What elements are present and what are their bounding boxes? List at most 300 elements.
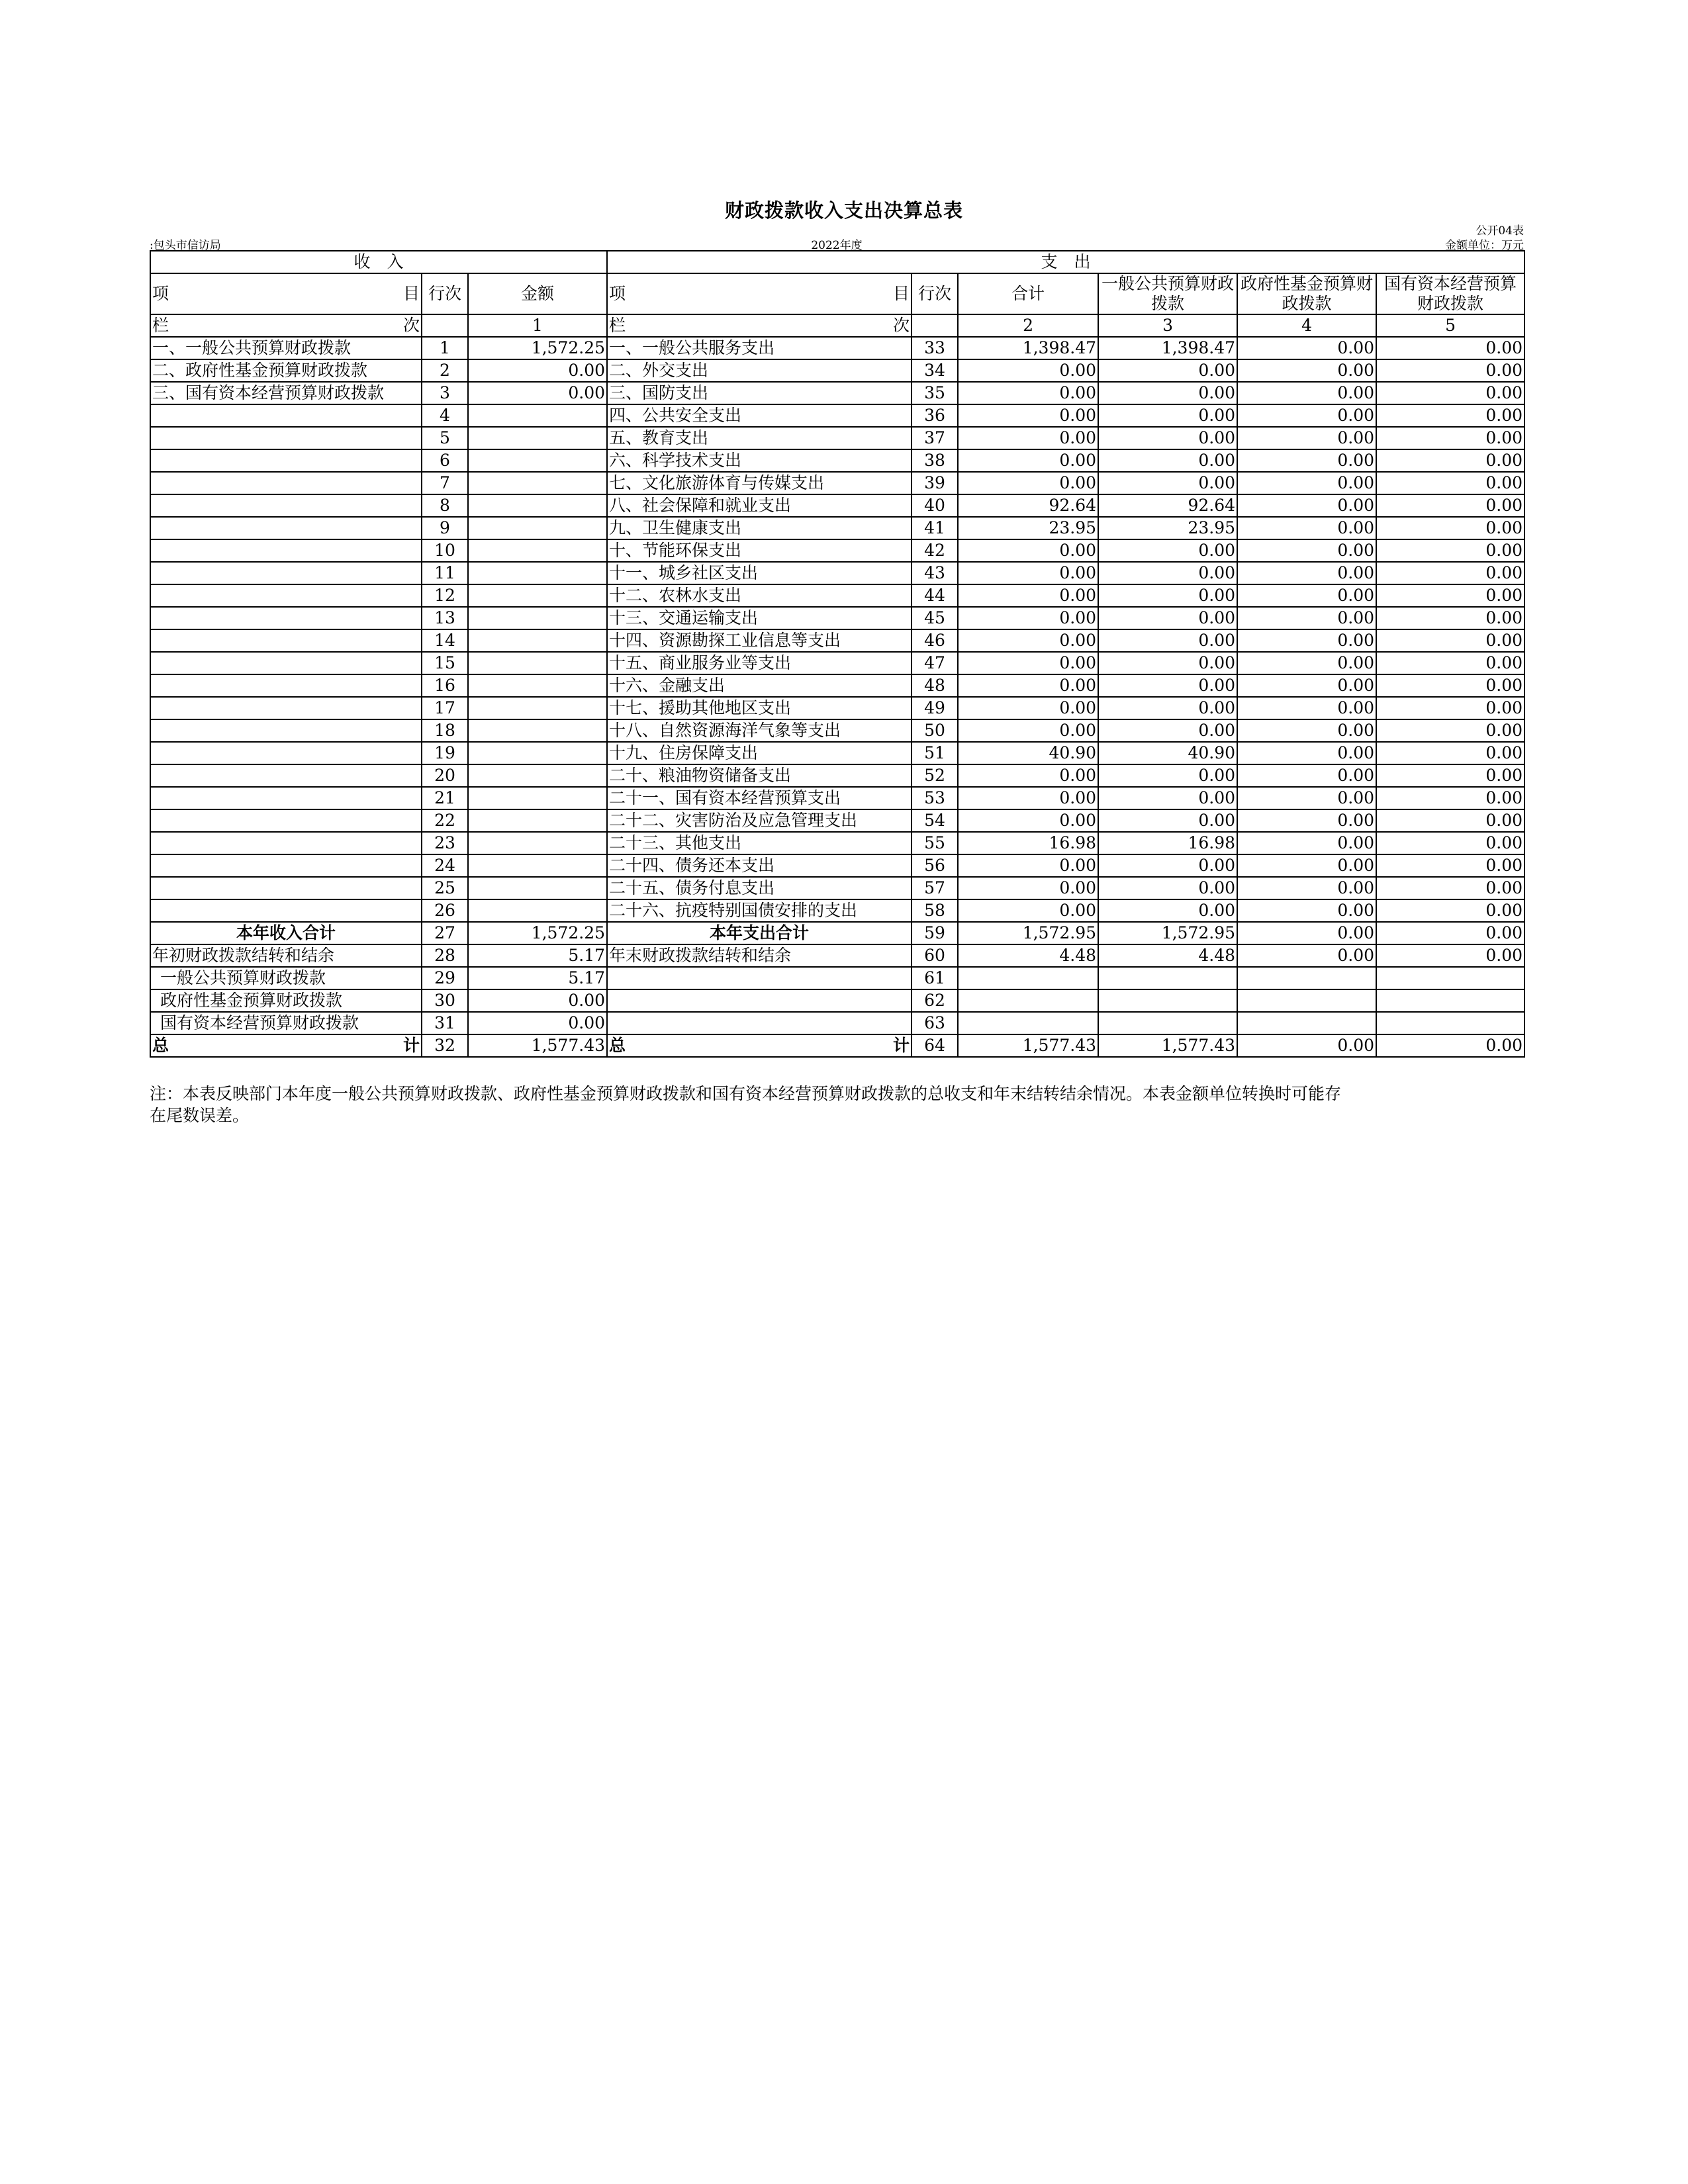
- income-row-no: 19: [422, 742, 468, 764]
- column-index-row: [150, 314, 1524, 337]
- table-row: [150, 899, 1524, 922]
- income-amount: 5.17: [468, 944, 607, 967]
- column-index-2: 2: [958, 314, 1098, 337]
- income-amount: [468, 787, 607, 809]
- expense-gov-fund: 0.00: [1237, 922, 1376, 944]
- table-row: [150, 404, 1524, 427]
- table-row: [150, 359, 1524, 382]
- table-row: [150, 607, 1524, 629]
- expense-state-capital: 0.00: [1376, 517, 1524, 539]
- expense-item-name: 十六、金融支出: [607, 674, 912, 697]
- expense-total: 0.00: [958, 697, 1098, 719]
- expense-item-name: 二十三、其他支出: [607, 832, 912, 854]
- income-item-name: 一般公共预算财政拨款: [150, 967, 422, 989]
- expense-general-budget: 0.00: [1098, 719, 1237, 742]
- income-amount: [468, 584, 607, 607]
- column-index-label-income: 栏 次: [150, 314, 422, 337]
- table-row: [150, 877, 1524, 899]
- expense-general-budget: 0.00: [1098, 607, 1237, 629]
- income-amount: 0.00: [468, 382, 607, 404]
- expense-state-capital: 0.00: [1376, 944, 1524, 967]
- expense-grand-total-label: 总 计: [607, 1034, 912, 1057]
- expense-general-budget: 23.95: [1098, 517, 1237, 539]
- expense-total: 0.00: [958, 382, 1098, 404]
- income-amount: [468, 607, 607, 629]
- expense-total: 4.48: [958, 944, 1098, 967]
- income-amount: [468, 494, 607, 517]
- expense-general-budget: [1098, 1012, 1237, 1034]
- expense-state-capital: 0.00: [1376, 652, 1524, 674]
- expense-total: 0.00: [958, 584, 1098, 607]
- total-header: 合计: [958, 273, 1098, 314]
- expense-gov-fund: 0.00: [1237, 787, 1376, 809]
- expense-state-capital: [1376, 967, 1524, 989]
- expense-row-no-header: 行次: [912, 273, 958, 314]
- expense-general-budget: 0.00: [1098, 674, 1237, 697]
- expense-item-name: 十三、交通运输支出: [607, 607, 912, 629]
- expense-row-no: 36: [912, 404, 958, 427]
- expense-item-name: [607, 1012, 912, 1034]
- income-amount: 5.17: [468, 967, 607, 989]
- expense-total: 0.00: [958, 359, 1098, 382]
- column-index-label-expense: 栏 次: [607, 314, 912, 337]
- expense-general-budget: 1,398.47: [1098, 337, 1237, 359]
- expense-gov-fund: 0.00: [1237, 562, 1376, 584]
- expense-general-budget: 0.00: [1098, 809, 1237, 832]
- expense-total: 0.00: [958, 607, 1098, 629]
- income-item-name: 年初财政拨款结转和结余: [150, 944, 422, 967]
- income-item-name: [150, 764, 422, 787]
- income-amount: [468, 742, 607, 764]
- expense-gov-fund: [1237, 1012, 1376, 1034]
- expense-item-name: 十五、商业服务业等支出: [607, 652, 912, 674]
- expense-item-name: 十二、农林水支出: [607, 584, 912, 607]
- expense-state-capital: 0.00: [1376, 359, 1524, 382]
- income-row-no: 2: [422, 359, 468, 382]
- income-item-name: [150, 877, 422, 899]
- expense-general-budget: 0.00: [1098, 427, 1237, 449]
- carryover-row: [150, 1012, 1524, 1034]
- expense-gov-fund: 0.00: [1237, 472, 1376, 494]
- expense-gov-fund: 0.00: [1237, 607, 1376, 629]
- income-amount: [468, 472, 607, 494]
- expense-item-name: 七、文化旅游体育与传媒支出: [607, 472, 912, 494]
- income-amount: [468, 517, 607, 539]
- expense-row-no: 64: [912, 1034, 958, 1057]
- table-row: [150, 719, 1524, 742]
- income-row-no: 27: [422, 922, 468, 944]
- expense-row-no: 59: [912, 922, 958, 944]
- expense-item-name: 十七、援助其他地区支出: [607, 697, 912, 719]
- income-row-no: 21: [422, 787, 468, 809]
- expense-item-name: 二、外交支出: [607, 359, 912, 382]
- income-row-no: 23: [422, 832, 468, 854]
- carryover-row: [150, 989, 1524, 1012]
- expense-item-name: 九、卫生健康支出: [607, 517, 912, 539]
- income-row-no: 8: [422, 494, 468, 517]
- income-amount: [468, 674, 607, 697]
- expense-total: 0.00: [958, 652, 1098, 674]
- expense-gov-fund: 0.00: [1237, 449, 1376, 472]
- expense-total: 0.00: [958, 449, 1098, 472]
- income-item-name: [150, 719, 422, 742]
- income-amount: 1,572.25: [468, 922, 607, 944]
- expense-header: 支 出: [607, 251, 1524, 273]
- income-row-no: 4: [422, 404, 468, 427]
- income-row-no: 28: [422, 944, 468, 967]
- income-amount: 0.00: [468, 1012, 607, 1034]
- income-item-name: 一、一般公共预算财政拨款: [150, 337, 422, 359]
- expense-gov-fund: 0.00: [1237, 944, 1376, 967]
- expense-state-capital: [1376, 989, 1524, 1012]
- income-item-name: [150, 809, 422, 832]
- header-row-columns: [150, 273, 1524, 314]
- expense-item-name: [607, 989, 912, 1012]
- income-item-name: [150, 404, 422, 427]
- income-amount: [468, 427, 607, 449]
- income-item-name: [150, 854, 422, 877]
- income-row-no: 16: [422, 674, 468, 697]
- gov-fund-header: 政府性基金预算财政拨款: [1237, 273, 1376, 314]
- expense-total: 0.00: [958, 877, 1098, 899]
- column-index-empty: [422, 314, 468, 337]
- expense-item-name: 十四、资源勘探工业信息等支出: [607, 629, 912, 652]
- table-row: [150, 832, 1524, 854]
- expense-item-header: 项 目: [607, 273, 912, 314]
- income-item-header: 项 目: [150, 273, 422, 314]
- income-amount: [468, 854, 607, 877]
- expense-row-no: 45: [912, 607, 958, 629]
- income-grand-total-label: 总 计: [150, 1034, 422, 1057]
- subtotal-row: [150, 922, 1524, 944]
- income-row-no: 11: [422, 562, 468, 584]
- income-item-name: [150, 674, 422, 697]
- expense-gov-fund: 0.00: [1237, 899, 1376, 922]
- expense-row-no: 35: [912, 382, 958, 404]
- income-item-name: [150, 562, 422, 584]
- income-item-name: [150, 787, 422, 809]
- column-index-1: 1: [468, 314, 607, 337]
- expense-item-name: 二十六、抗疫特别国债安排的支出: [607, 899, 912, 922]
- expense-general-budget: [1098, 989, 1237, 1012]
- expense-general-budget: 40.90: [1098, 742, 1237, 764]
- income-item-name: 二、政府性基金预算财政拨款: [150, 359, 422, 382]
- expense-gov-fund: 0.00: [1237, 404, 1376, 427]
- expense-state-capital: 0.00: [1376, 562, 1524, 584]
- expense-state-capital: 0.00: [1376, 674, 1524, 697]
- income-row-no: 15: [422, 652, 468, 674]
- table-row: [150, 494, 1524, 517]
- expense-gov-fund: 0.00: [1237, 877, 1376, 899]
- expense-item-name: [607, 967, 912, 989]
- income-amount: [468, 764, 607, 787]
- expense-total: 92.64: [958, 494, 1098, 517]
- expense-item-name: 十八、自然资源海洋气象等支出: [607, 719, 912, 742]
- expense-state-capital: 0.00: [1376, 539, 1524, 562]
- expense-row-no: 51: [912, 742, 958, 764]
- expense-gov-fund: 0.00: [1237, 764, 1376, 787]
- income-item-name: 国有资本经营预算财政拨款: [150, 1012, 422, 1034]
- income-amount: [468, 719, 607, 742]
- expense-item-name: 二十二、灾害防治及应急管理支出: [607, 809, 912, 832]
- expense-general-budget: 0.00: [1098, 697, 1237, 719]
- expense-total: 0.00: [958, 719, 1098, 742]
- income-item-name: [150, 742, 422, 764]
- expense-total: 1,398.47: [958, 337, 1098, 359]
- expense-row-no: 38: [912, 449, 958, 472]
- expense-general-budget: 0.00: [1098, 562, 1237, 584]
- expense-total: 0.00: [958, 539, 1098, 562]
- expense-general-budget: 0.00: [1098, 449, 1237, 472]
- expense-item-name: 二十五、债务付息支出: [607, 877, 912, 899]
- expense-row-no: 48: [912, 674, 958, 697]
- income-amount: [468, 652, 607, 674]
- expense-total: 0.00: [958, 562, 1098, 584]
- expense-item-name: 本年支出合计: [607, 922, 912, 944]
- table-row: [150, 382, 1524, 404]
- expense-general-budget: 0.00: [1098, 359, 1237, 382]
- amount-unit: 金额单位：万元: [1445, 239, 1524, 252]
- expense-total: 1,572.95: [958, 922, 1098, 944]
- expense-row-no: 61: [912, 967, 958, 989]
- income-row-no: 5: [422, 427, 468, 449]
- expense-gov-fund: 0.00: [1237, 584, 1376, 607]
- expense-general-budget: 1,572.95: [1098, 922, 1237, 944]
- income-item-name: 三、国有资本经营预算财政拨款: [150, 382, 422, 404]
- expense-state-capital: 0.00: [1376, 629, 1524, 652]
- expense-total: 0.00: [958, 674, 1098, 697]
- expense-total: 0.00: [958, 809, 1098, 832]
- income-row-no: 29: [422, 967, 468, 989]
- footnote-line-1: 注：本表反映部门本年度一般公共预算财政拨款、政府性基金预算财政拨款和国有资本经营预算财政拨款的总收支和年末结转结余情况。本表金额单位转换时可能存: [150, 1084, 1342, 1103]
- income-amount: [468, 899, 607, 922]
- income-row-no-header: 行次: [422, 273, 468, 314]
- expense-gov-fund: 0.00: [1237, 1034, 1376, 1057]
- expense-row-no: 54: [912, 809, 958, 832]
- income-amount: 1,572.25: [468, 337, 607, 359]
- expense-gov-fund: 0.00: [1237, 854, 1376, 877]
- income-amount: [468, 629, 607, 652]
- income-amount: [468, 449, 607, 472]
- expense-general-budget: 0.00: [1098, 652, 1237, 674]
- expense-gov-fund: 0.00: [1237, 382, 1376, 404]
- expense-state-capital: 0.00: [1376, 719, 1524, 742]
- expense-row-no: 50: [912, 719, 958, 742]
- income-item-name: [150, 607, 422, 629]
- expense-general-budget: [1098, 967, 1237, 989]
- fiscal-appropriation-table: [150, 250, 1525, 1058]
- expense-gov-fund: 0.00: [1237, 494, 1376, 517]
- expense-state-capital: 0.00: [1376, 584, 1524, 607]
- income-item-name: [150, 697, 422, 719]
- income-item-name: 本年收入合计: [150, 922, 422, 944]
- income-row-no: 1: [422, 337, 468, 359]
- table-row: [150, 629, 1524, 652]
- income-item-name: [150, 899, 422, 922]
- income-header: 收 入: [150, 251, 607, 273]
- expense-state-capital: 0.00: [1376, 337, 1524, 359]
- expense-item-name: 六、科学技术支出: [607, 449, 912, 472]
- income-item-name: [150, 539, 422, 562]
- income-row-no: 17: [422, 697, 468, 719]
- expense-gov-fund: 0.00: [1237, 359, 1376, 382]
- expense-general-budget: 0.00: [1098, 787, 1237, 809]
- expense-row-no: 42: [912, 539, 958, 562]
- income-row-no: 20: [422, 764, 468, 787]
- income-amount: [468, 404, 607, 427]
- expense-item-name: 四、公共安全支出: [607, 404, 912, 427]
- expense-total: 0.00: [958, 899, 1098, 922]
- expense-total: 0.00: [958, 854, 1098, 877]
- expense-gov-fund: 0.00: [1237, 629, 1376, 652]
- table-row: [150, 674, 1524, 697]
- expense-gov-fund: [1237, 989, 1376, 1012]
- expense-gov-fund: 0.00: [1237, 832, 1376, 854]
- income-item-name: [150, 427, 422, 449]
- income-row-no: 32: [422, 1034, 468, 1057]
- expense-state-capital: 0.00: [1376, 899, 1524, 922]
- table-row: [150, 427, 1524, 449]
- expense-state-capital: [1376, 1012, 1524, 1034]
- carryover-row: [150, 944, 1524, 967]
- expense-state-capital: 0.00: [1376, 809, 1524, 832]
- expense-gov-fund: [1237, 967, 1376, 989]
- organization-name: :包头市信访局: [150, 239, 221, 252]
- expense-general-budget: 0.00: [1098, 584, 1237, 607]
- table-row: [150, 854, 1524, 877]
- table-row: [150, 472, 1524, 494]
- expense-state-capital: 0.00: [1376, 832, 1524, 854]
- expense-row-no: 33: [912, 337, 958, 359]
- income-amount-header: 金额: [468, 273, 607, 314]
- table-row: [150, 742, 1524, 764]
- expense-total: 16.98: [958, 832, 1098, 854]
- expense-total: 0.00: [958, 629, 1098, 652]
- expense-row-no: 52: [912, 764, 958, 787]
- expense-state-capital: 0.00: [1376, 787, 1524, 809]
- income-row-no: 6: [422, 449, 468, 472]
- income-row-no: 24: [422, 854, 468, 877]
- expense-state-capital: 0.00: [1376, 1034, 1524, 1057]
- footnote: [150, 1083, 1474, 1126]
- expense-item-name: 一、一般公共服务支出: [607, 337, 912, 359]
- expense-state-capital: 0.00: [1376, 742, 1524, 764]
- expense-total: [958, 989, 1098, 1012]
- income-item-name: [150, 832, 422, 854]
- expense-item-name: 十、节能环保支出: [607, 539, 912, 562]
- expense-state-capital: 0.00: [1376, 877, 1524, 899]
- income-item-name: [150, 494, 422, 517]
- column-index-5: 5: [1376, 314, 1524, 337]
- income-amount: [468, 809, 607, 832]
- table-row: [150, 652, 1524, 674]
- expense-general-budget: 4.48: [1098, 944, 1237, 967]
- expense-total: 40.90: [958, 742, 1098, 764]
- expense-item-name: 二十、粮油物资储备支出: [607, 764, 912, 787]
- expense-total: 0.00: [958, 472, 1098, 494]
- expense-row-no: 60: [912, 944, 958, 967]
- table-row: [150, 809, 1524, 832]
- expense-row-no: 63: [912, 1012, 958, 1034]
- expense-total: 0.00: [958, 404, 1098, 427]
- table-row: [150, 764, 1524, 787]
- income-item-name: 政府性基金预算财政拨款: [150, 989, 422, 1012]
- expense-state-capital: 0.00: [1376, 427, 1524, 449]
- expense-state-capital: 0.00: [1376, 922, 1524, 944]
- expense-row-no: 62: [912, 989, 958, 1012]
- expense-item-name: 年末财政拨款结转和结余: [607, 944, 912, 967]
- expense-total: [958, 1012, 1098, 1034]
- expense-total: 0.00: [958, 427, 1098, 449]
- column-index-4: 4: [1237, 314, 1376, 337]
- expense-state-capital: 0.00: [1376, 404, 1524, 427]
- income-amount: 0.00: [468, 989, 607, 1012]
- expense-general-budget: 0.00: [1098, 629, 1237, 652]
- expense-state-capital: 0.00: [1376, 764, 1524, 787]
- expense-total: 23.95: [958, 517, 1098, 539]
- expense-row-no: 47: [912, 652, 958, 674]
- expense-gov-fund: 0.00: [1237, 742, 1376, 764]
- income-row-no: 22: [422, 809, 468, 832]
- table-row: [150, 787, 1524, 809]
- income-row-no: 10: [422, 539, 468, 562]
- expense-item-name: 十一、城乡社区支出: [607, 562, 912, 584]
- expense-general-budget: 0.00: [1098, 877, 1237, 899]
- expense-gov-fund: 0.00: [1237, 697, 1376, 719]
- expense-general-budget: 0.00: [1098, 472, 1237, 494]
- table-row: [150, 697, 1524, 719]
- income-row-no: 30: [422, 989, 468, 1012]
- column-index-3: 3: [1098, 314, 1237, 337]
- expense-row-no: 39: [912, 472, 958, 494]
- table-row: [150, 562, 1524, 584]
- report-meta-line: [150, 236, 1524, 250]
- income-row-no: 3: [422, 382, 468, 404]
- expense-row-no: 43: [912, 562, 958, 584]
- income-row-no: 9: [422, 517, 468, 539]
- expense-row-no: 37: [912, 427, 958, 449]
- income-amount: 0.00: [468, 359, 607, 382]
- expense-total: 0.00: [958, 764, 1098, 787]
- expense-state-capital: 0.00: [1376, 449, 1524, 472]
- expense-row-no: 40: [912, 494, 958, 517]
- page-title: 财政拨款收入支出决算总表: [724, 199, 963, 222]
- table-row: [150, 539, 1524, 562]
- table-row: [150, 584, 1524, 607]
- expense-gov-fund: 0.00: [1237, 337, 1376, 359]
- expense-total: [958, 967, 1098, 989]
- expense-general-budget: 0.00: [1098, 854, 1237, 877]
- table-row: [150, 517, 1524, 539]
- expense-item-name: 十九、住房保障支出: [607, 742, 912, 764]
- income-row-no: 26: [422, 899, 468, 922]
- grand-total-row: [150, 1034, 1524, 1057]
- expense-total: 0.00: [958, 787, 1098, 809]
- expense-gov-fund: 0.00: [1237, 517, 1376, 539]
- income-item-name: [150, 472, 422, 494]
- expense-total: 1,577.43: [958, 1034, 1098, 1057]
- expense-item-name: 五、教育支出: [607, 427, 912, 449]
- expense-row-no: 41: [912, 517, 958, 539]
- expense-item-name: 二十一、国有资本经营预算支出: [607, 787, 912, 809]
- expense-row-no: 58: [912, 899, 958, 922]
- expense-row-no: 49: [912, 697, 958, 719]
- header-row-section: [150, 251, 1524, 273]
- expense-row-no: 46: [912, 629, 958, 652]
- income-row-no: 18: [422, 719, 468, 742]
- income-row-no: 12: [422, 584, 468, 607]
- expense-general-budget: 0.00: [1098, 764, 1237, 787]
